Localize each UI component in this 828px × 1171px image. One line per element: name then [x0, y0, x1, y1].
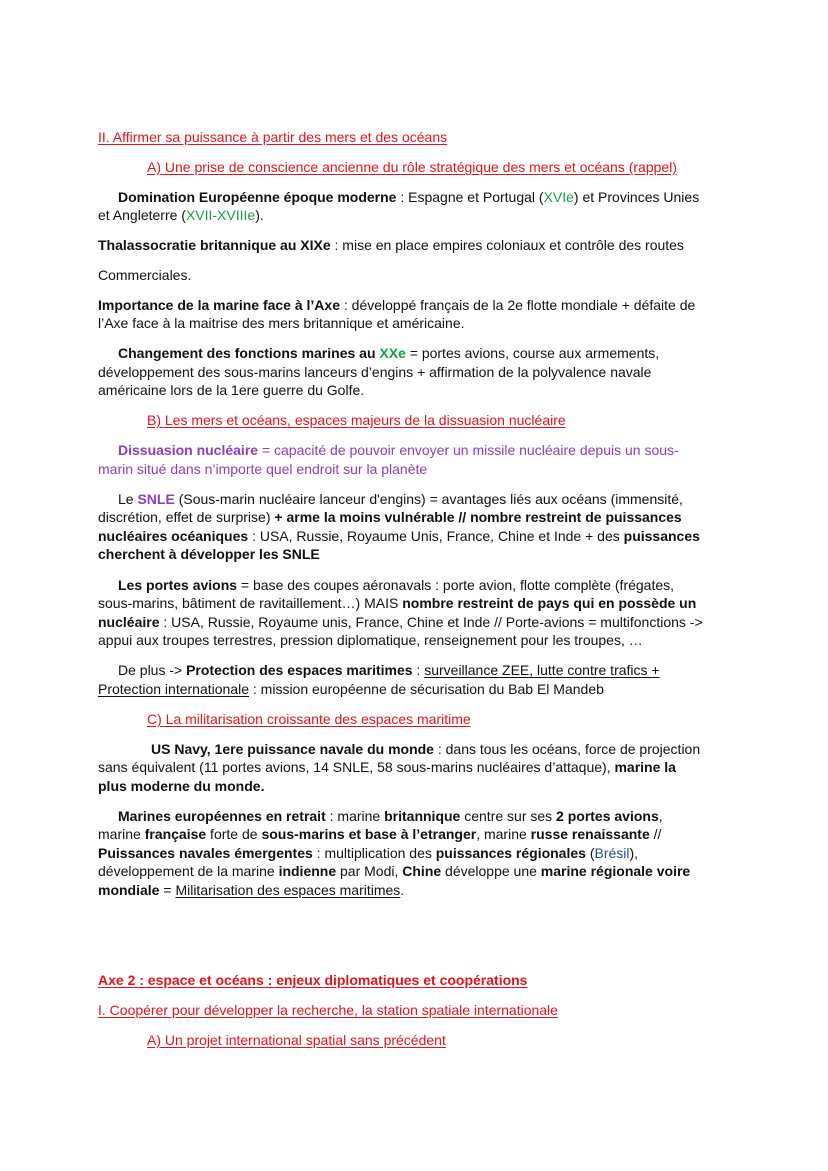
paragraph: Commerciales. — [98, 267, 192, 283]
paragraph: Les portes avions = base des coupes aéronavals : porte avion, flotte complète (frégates, — [118, 577, 675, 593]
paragraph: mondiale = Militarisation des espaces maritimes. — [98, 882, 405, 898]
paragraph: sans équivalent (11 portes avions, 14 SNLE, 58 sous-marins nucléaires d’attaque), marine la — [98, 759, 676, 775]
paragraph: cherchent à développer les SNLE — [98, 546, 320, 562]
paragraph: l’Axe face à la maitrise des mers britannique et américaine. — [98, 315, 465, 331]
subheading-a: A) Une prise de conscience ancienne du rôle stratégique des mers et océans (rappel) — [147, 159, 677, 175]
section-heading: I. Coopérer pour développer la recherche, la station spatiale internationale — [98, 1002, 558, 1018]
paragraph: et Angleterre (XVII-XVIIIe). — [98, 207, 264, 223]
paragraph: Domination Européenne époque moderne : Espagne et Portugal (XVIe) et Provinces Unies — [118, 189, 700, 205]
paragraph: Puissances navales émergentes : multiplication des puissances régionales (Brésil), — [98, 845, 639, 861]
paragraph: Protection internationale : mission européenne de sécurisation du Bab El Mandeb — [98, 681, 604, 697]
subheading-c: C) La militarisation croissante des espaces maritime — [147, 711, 471, 727]
subheading-a: A) Un projet international spatial sans précédent — [147, 1032, 446, 1048]
axis-heading: Axe 2 : espace et océans : enjeux diplomatiques et coopérations — [98, 972, 528, 988]
paragraph: Thalassocratie britannique au XIXe : mise en place empires coloniaux et contrôle des routes — [98, 237, 684, 253]
paragraph: De plus -> Protection des espaces maritimes : surveillance ZEE, lutte contre trafics + — [118, 662, 660, 678]
subheading-b: B) Les mers et océans, espaces majeurs de la dissuasion nucléaire — [147, 412, 566, 428]
paragraph: Le SNLE (Sous-marin nucléaire lanceur d'engins) = avantages liés aux océans (immensité, — [118, 491, 683, 507]
paragraph: discrétion, effet de surprise) + arme la moins vulnérable // nombre restreint de puissances — [98, 509, 682, 525]
paragraph: nucléaire : USA, Russie, Royaume unis, France, Chine et Inde // Porte-avions = multifonctions -> — [98, 614, 703, 630]
paragraph: plus moderne du monde. — [98, 778, 265, 794]
paragraph: développement des sous-marins lanceurs d’engins + affirmation de la polyvalence navale — [98, 364, 652, 380]
section-heading: II. Affirmer sa puissance à partir des mers et des océans — [98, 129, 448, 145]
paragraph: Changement des fonctions marines au XXe = portes avions, course aux armements, — [118, 345, 660, 361]
paragraph: sous-marins, bâtiment de ravitaillement…) MAIS nombre restreint de pays qui en possède un — [98, 595, 697, 611]
paragraph: Marines européennes en retrait : marine britannique centre sur ses 2 portes avions, — [118, 808, 663, 824]
paragraph: appui aux troupes terrestres, pression diplomatique, renseignement pour les troupes, … — [98, 632, 643, 648]
paragraph: développement de la marine indienne par Modi, Chine développe une marine régionale voire — [98, 863, 691, 879]
paragraph: US Navy, 1ere puissance navale du monde : dans tous les océans, force de projection — [151, 741, 701, 757]
paragraph: nucléaires océaniques : USA, Russie, Royaume Unis, France, Chine et Inde + des puissances — [98, 528, 700, 544]
paragraph: marine française forte de sous-marins et base à l’etranger, marine russe renaissante // — [98, 826, 662, 842]
paragraph: marin situé dans n’importe quel endroit sur la planète — [98, 461, 428, 477]
paragraph: américaine lors de la 1ere guerre du Golfe. — [98, 382, 365, 398]
paragraph: Dissuasion nucléaire = capacité de pouvoir envoyer un missile nucléaire depuis un sous- — [118, 442, 679, 458]
paragraph: Importance de la marine face à l’Axe : développé français de la 2e flotte mondiale + défaite de — [98, 297, 696, 313]
